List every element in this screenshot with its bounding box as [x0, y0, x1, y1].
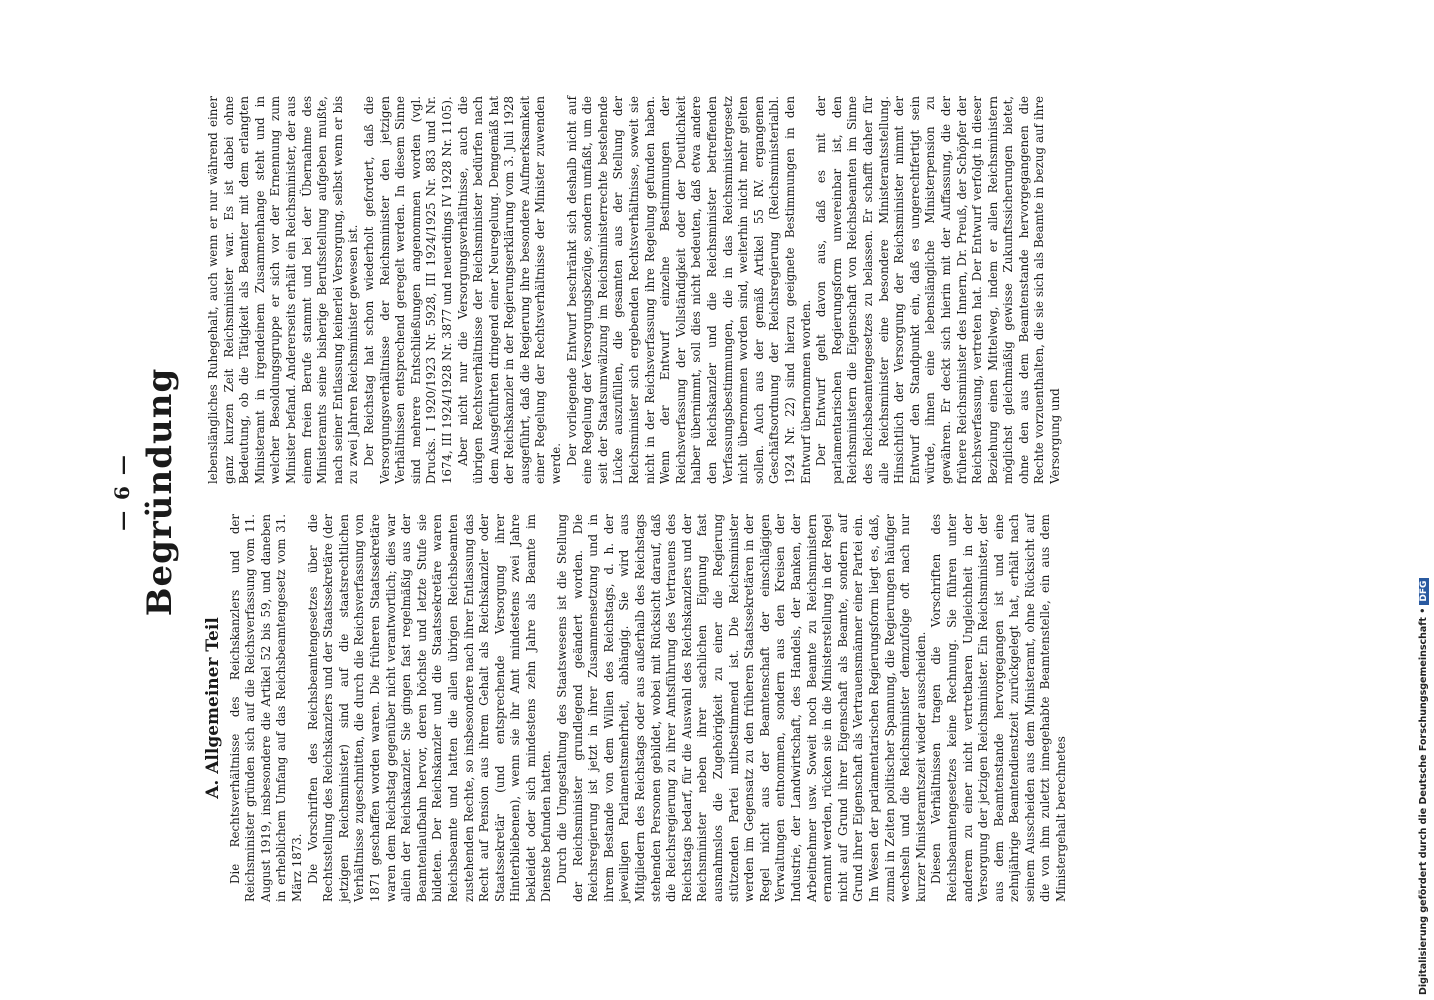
paragraph: Die Vorschriften des Reichsbeamtengesetzes über die Rechtsstellung des Reichskanzlers und der Staatssekretäre (der jetzigen Reichsminister) sind auf die staatsrechtlichen Verhältnisse zugeschnitten, die durch die Reichsverfassung von 1871 geschaffen worden waren. Die früheren Staatssekretäre waren dem Reichstag gegenüber nicht verantwortlich; dies war allein der Reichskanzler. Sie gingen fast regelmäßig aus der Beamtenlaufbahn hervor, deren höchste und letzte Stufe sie bildeten. Der Reichskanzler und die Staatssekretäre waren Reichsbeamte und hatten die allen übrigen Reichsbeamten zustehenden Rechte, so insbesondere nach ihrer Entlassung das Recht auf Pension aus ihrem Gehalt als Reichskanzler oder Staatssekretär (und entsprechende Versorgung ihrer Hinterbliebenen), wenn sie ihr Amt mindestens zwei Jahre bekleidet oder sich mindestens zehn Jahre als Beamte im Dienste befunden hatten.: [305, 514, 554, 902]
watermark-text: Digitalisierung gefördert durch die Deutsche Forschungsgemeinschaft •: [1418, 607, 1429, 995]
paragraph: Aber nicht nur die Versorgungsverhältnisse, auch die übrigen Rechtsverhältnisse der Reichsminister bedürfen nach dem Ausgeführten dringend einer Neuregelung. Demgemäß hat der Reichskanzler in der Regierungserklärung vom 3. Juli 1928 ausgeführt, daß die Regierung ihre besondere Aufmerksamkeit einer Regelung der Rechtsverhältnisse der Minister zuwenden werde.: [455, 96, 564, 484]
right-column: [206, 96, 1336, 484]
paragraph: Der Entwurf geht davon aus, daß es mit der parlamentarischen Regierungsform unvereinbar ist, den Reichsministern die Eigenschaft von Reichsbeamten im Sinne des Reichsbeamtengesetzes zu belassen. Er schafft daher für alle Reichsminister eine besondere Ministerantsstellung. Hinsichtlich der Versorgung der Reichsminister nimmt der Entwurf den Standpunkt ein, daß es ungerechtfertigt sein würde, ihnen eine lebenslängliche Ministerpension zu gewähren. Er deckt sich hierin mit der Auffassung, die der frühere Reichsminister des Innern, Dr. Preuß, der Schöpfer der Reichsverfassung, vertreten hat. Der Entwurf verfolgt in dieser Beziehung einen Mittelweg, indem er allen Reichsministern möglichst gleichmäßig gewisse Zukunftssicherungen bietet, ohne den aus dem Beamtenstande hervorgegangenen die Rechte vorzuenthalten, die sie sich als Beamte in bezug auf ihre Versorgung und: [814, 96, 1063, 484]
paragraph: Der vorliegende Entwurf beschränkt sich deshalb nicht auf eine Regelung der Versorgungsbezüge, sondern umfaßt, um die seit der Staatsumwälzung im Reichsministerrechte bestehende Lücke auszufüllen, die gesamten aus der Stellung der Reichsminister sich ergebenden Rechtsverhältnisse, soweit sie nicht in der Reichsverfassung ihre Regelung gefunden haben. Wenn der Entwurf einzelne Bestimmungen der Reichsverfassung der Vollständigkeit oder der Deutlichkeit halber übernimmt, soll dies nicht bedeuten, daß etwa andere den Reichskanzler und die Reichsminister betreffenden Verfassungsbestimmungen, die in das Reichsministergesetz nicht übernommen worden sind, weiterhin nicht mehr gelten sollen. Auch aus der gemäß Artikel 55 RV. ergangenen Geschäftsordnung der Reichsregierung (Reichsministerialbl. 1924 Nr. 22) sind hierzu geeignete Bestimmungen in den Entwurf übernommen worden.: [564, 96, 813, 484]
paragraph: lebenslängliches Ruhegehalt, auch wenn er nur während einer ganz kurzen Zeit Reichsminister war. Es ist dabei ohne Bedeutung, ob die Tätigkeit als Beamter mit dem erlangten Ministeramt in irgendeinem Zusammenhange steht und in welcher Besoldungsgruppe er sich vor der Ernennung zum Minister befand. Andererseits erhält ein Reichsminister, der aus einem freien Berufe stammt und bei der Übernahme des Ministeramts seine bisherige Berufsstellung aufgeben mußte, nach seiner Entlassung keinerlei Versorgung, selbst wenn er bis zu zwei Jahren Reichsminister gewesen ist.: [206, 96, 361, 484]
left-column: [203, 514, 1336, 902]
dfg-logo: DFG: [1419, 578, 1429, 605]
paragraph: Der Reichstag hat schon wiederholt gefordert, daß die Versorgungsverhältnisse der Reichsminister den jetzigen Verhältnissen entsprechend geregelt werden. In diesem Sinne sind mehrere Entschließungen angenommen worden (vgl. Drucks. I 1920/1923 Nr. 5928, III 1924/1925 Nr. 883 und Nr. 1674, III 1924/1928 Nr. 3877 und neuerdings IV 1928 Nr. 1105).: [361, 96, 454, 484]
digitization-watermark: [1418, 578, 1429, 995]
document-page: [110, 82, 1340, 902]
paragraph: Durch die Umgestaltung des Staatswesens ist die Stellung der Reichsminister grundlegend geändert worden. Die Reichsregierung ist jetzt in ihrer Zusammensetzung und in ihrem Bestande von dem Willen des Reichstags, d. h. der jeweiligen Parlamentsmehrheit, abhängig. Sie wird aus Mitgliedern des Reichstags oder aus außerhalb des Reichstags stehenden Personen gebildet, wobei mit Rücksicht darauf, daß die Reichsregierung zu ihrer Amtsführung des Vertrauens des Reichstags bedarf, für die Auswahl des Reichskanzlers und der Reichsminister neben ihrer sachlichen Eignung fast ausnahmslos die Zugehörigkeit zu einer die Regierung stützenden Partei mitbestimmend ist. Die Reichsminister werden im Gegensatz zu den früheren Staatssekretären in der Regel nicht aus der Beamtenschaft der einschlägigen Verwaltungen entnommen, sondern aus den Kreisen der Industrie, der Landwirtschaft, des Handels, der Banken, der Arbeitnehmer usw. Soweit noch Beamte zu Reichsministern ernannt werden, rücken sie in die Ministerstellung in der Regel nicht auf Grund ihrer Eigenschaft als Beamte, sondern auf Grund ihrer Eigenschaft als Vertrauensmänner einer Partei ein. Im Wesen der parlamentarischen Regierungsform liegt es, daß, zumal in Zeiten politischer Spannung, die Regierungen häufiger wechseln und die Reichsminister demzufolge oft nach nur kurzer Ministeramtszeit wieder ausscheiden.: [555, 514, 928, 902]
paragraph: Diesen Verhältnissen tragen die Vorschriften des Reichsbeamtengesetzes keine Rechnung. Sie führen unter anderem zu einer nicht vertretbaren Ungleichheit in der Versorgung der jetzigen Reichsminister. Ein Reichsminister, der aus dem Beamtenstande hervorgegangen ist und eine zehnjährige Beamtendienstzeit zurückgelegt hat, erhält nach seinem Ausscheiden aus dem Ministeramt, ohne Rücksicht auf die von ihm zuletzt innegehabte Beamtenstelle, ein aus dem Ministergehalt berechnetes: [929, 514, 1069, 902]
paragraph: Die Rechtsverhältnisse des Reichskanzlers und der Reichsminister gründen sich auf die Reichsverfassung vom 11. August 1919, insbesondere die Artikel 52 bis 59, und daneben in erheblichem Umfang auf das Reichsbeamtengesetz vom 31. März 1873.: [227, 514, 304, 902]
section-title: A. Allgemeiner Teil: [203, 617, 223, 799]
document-heading: Begründung: [140, 367, 180, 617]
page-number: — 6 —: [110, 453, 134, 531]
